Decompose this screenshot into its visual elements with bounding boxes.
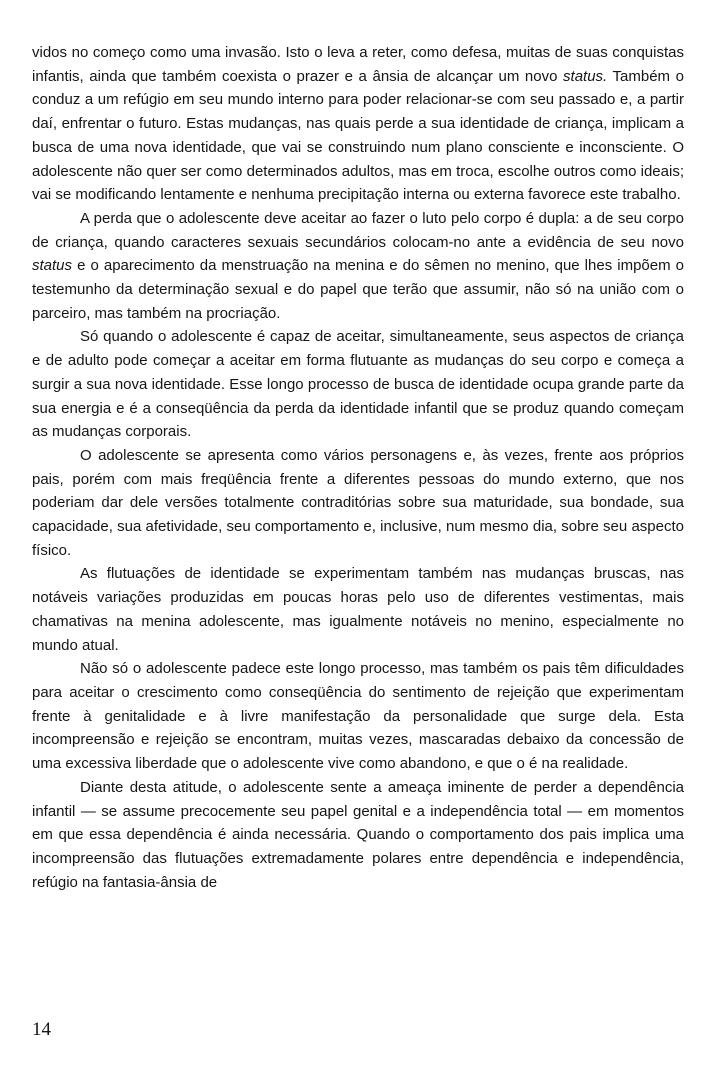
paragraph-3-text: Só quando o adolescente é capaz de aceitar, simultaneamente, seus aspectos de criança e de adulto pode começar a aceitar em forma flutuante as mudanças do seu corpo e começa a surgir a sua nova identidade. Esse longo processo de busca de identidade ocupa grande parte da sua energia e é a conseqüência da perda da identidade infantil que se produz quando começam as mudanças corporais.: [32, 328, 684, 441]
paragraph-6: [32, 657, 684, 776]
paragraph-7-text: Diante desta atitude, o adolescente sente a ameaça iminente de perder a dependência infantil — se assume precocemente seu papel genital e a independência total — em momentos em que essa dependência é ainda necessária. Quando o comportamento dos pais implica uma incompreensão das flutuações extremadamente polares entre dependência e independência, refúgio na fantasia-ânsia de: [32, 778, 684, 891]
paragraph-2-text: A perda que o adolescente deve aceitar ao fazer o luto pelo corpo é dupla: a de seu corpo de criança, quando caracteres sexuais secundários colocam-no ante a evidência de seu novo: [32, 209, 684, 251]
paragraph-3: [32, 325, 684, 444]
body-text: [32, 41, 684, 894]
paragraph-4: [32, 444, 684, 563]
paragraph-5-text: As flutuações de identidade se experimentam também nas mudanças bruscas, nas notáveis variações produzidas em poucas horas pelo uso de diferentes vestimentas, mais chamativas na menina adolescente, mas igualmente notáveis no menino, especialmente no mundo atual.: [32, 565, 684, 654]
page-number: 14: [32, 1019, 51, 1040]
paragraph-7: [32, 776, 684, 895]
paragraph-1-text: vidos no começo como uma invasão. Isto o leva a reter, como defesa, muitas de suas conquistas infantis, ainda que também coexista o prazer e a ânsia de alcançar um novo: [32, 44, 684, 85]
paragraph-2-text-cont: e o aparecimento da menstruação na menina e do sêmen no menino, que lhes impõem o testemunho da determinação sexual e do papel que terão que assumir, não só na união com o parceiro, mas também na procriação.: [32, 257, 684, 322]
paragraph-4-text: O adolescente se apresenta como vários personagens e, às vezes, frente aos próprios pais, porém com mais freqüência frente a diferentes pessoas do mundo externo, que nos poderiam dar dele versões totalmente contraditórias sobre sua maturidade, sua bondade, sua capacidade, sua afetividade, seu comportamento e, inclusive, num mesmo dia, sobre seu aspecto físico.: [32, 446, 684, 559]
italic-term-status: status: [32, 257, 73, 275]
paragraph-1-text-cont: Também o conduz a um refúgio em seu mundo interno para poder relacionar-se com seu passado e, a partir daí, enfrentar o futuro. Estas mudanças, nas quais perde a sua identidade de criança, implicam a busca de uma nova identidade, que vai se construindo num plano consciente e inconsciente. O adolescente não quer ser como determinados adultos, mas em troca, escolhe outros como ideais; vai se modificando lentamente e nenhuma precipitação interna ou externa favorece este trabalho.: [32, 67, 684, 204]
paragraph-6-text: Não só o adolescente padece este longo processo, mas também os pais têm dificuldades para aceitar o crescimento como conseqüência do sentimento de rejeição que experimentam frente à genitalidade e à livre manifestação da personalidade que surge dela. Esta incompreensão e rejeição se encontram, muitas vezes, mascaradas debaixo da concessão de uma excessiva liberdade que o adolescente vive como abandono, e que o é na realidade.: [32, 660, 684, 773]
paragraph-1: [32, 41, 684, 207]
italic-term-status: status.: [563, 67, 608, 85]
paragraph-2: [32, 207, 684, 326]
paragraph-5: [32, 562, 684, 657]
